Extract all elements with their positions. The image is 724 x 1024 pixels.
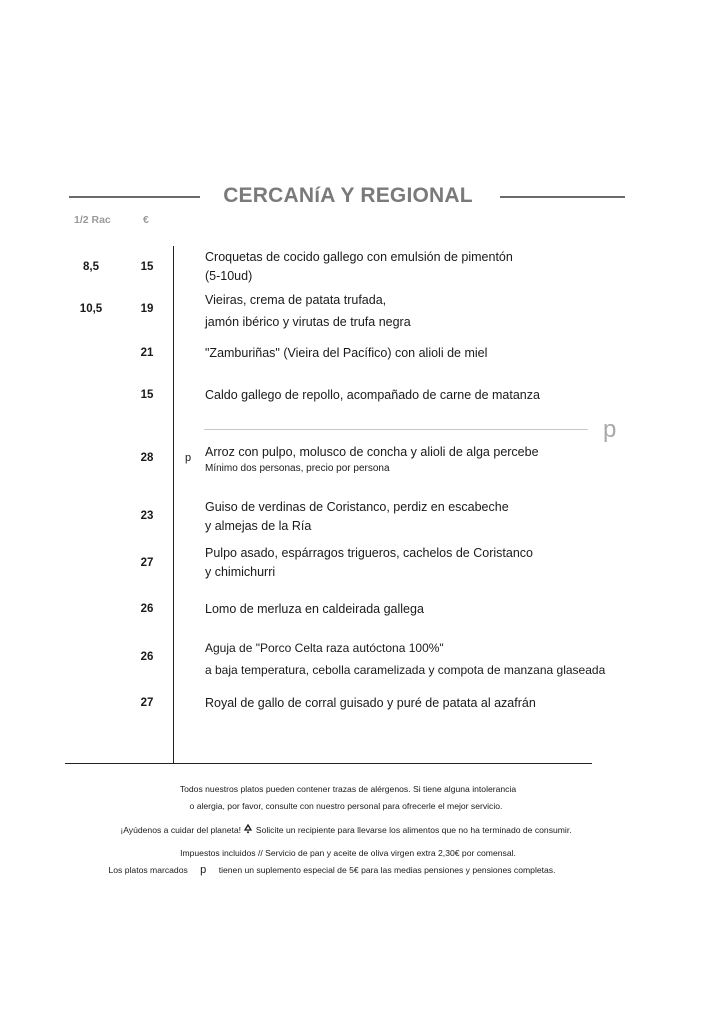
dish-detail: (5-10ud) — [205, 269, 253, 283]
planet-notice-end: Solicite un recipiente para llevarse los alimentos que no ha terminado de consumir. — [253, 825, 572, 835]
dish-price: 15 — [140, 261, 154, 273]
dish-name: Pulpo asado, espárragos trigueros, cachelos de Coristanco — [205, 546, 533, 560]
title-rule-left — [69, 196, 200, 198]
allergen-notice-cont: o alergia, por favor, consulte con nuestro personal para ofrecerle el mejor servicio. — [189, 801, 503, 811]
supplement-marker-large: p — [603, 416, 617, 443]
dish-description — [205, 694, 536, 713]
dish-price: 26 — [140, 603, 154, 615]
supplement-notice-marker: p — [200, 864, 207, 876]
dish-price: 26 — [140, 651, 154, 663]
dish-price: 27 — [140, 697, 154, 709]
dish-name: "Zamburiñas" (Vieira del Pacífico) con alioli de miel — [205, 346, 488, 360]
supplement-marker: p — [185, 452, 192, 464]
dish-price: 28 — [140, 452, 154, 464]
dish-description — [205, 344, 487, 363]
planet-notice — [0, 824, 708, 835]
dish-note: Mínimo dos personas, precio por persona — [205, 463, 390, 474]
price-header: € — [143, 214, 149, 226]
title-rule-right — [500, 196, 625, 198]
supplement-notice-start: Los platos marcados — [108, 865, 188, 875]
dish-description — [205, 639, 605, 680]
dish-half-price: 10,5 — [79, 303, 103, 315]
dish-detail: y almejas de la Ría — [205, 519, 312, 533]
dish-name: Caldo gallego de repollo, acompañado de carne de matanza — [205, 388, 540, 402]
planet-notice-start: ¡Ayúdenos a cuidar del planeta! — [120, 825, 244, 835]
dish-name: Croquetas de cocido gallego con emulsión de pimentón — [205, 250, 513, 264]
recycle-icon — [243, 824, 253, 834]
dish-detail: y chimichurri — [205, 565, 276, 579]
supplement-notice — [0, 864, 694, 876]
dish-half-price: 8,5 — [83, 261, 99, 273]
half-portion-header: 1/2 Rac — [74, 214, 111, 226]
dish-description — [205, 386, 540, 405]
dish-name: Guiso de verdinas de Coristanco, perdiz en escabeche — [205, 500, 509, 514]
dish-name: Aguja de "Porco Celta raza autóctona 100%" — [205, 641, 444, 655]
dish-description — [205, 544, 533, 582]
taxes-notice: Impuestos incluidos // Servicio de pan y aceite de oliva virgen extra 2,30€ por comensal. — [180, 848, 516, 858]
dish-description — [205, 291, 411, 332]
dish-price: 19 — [140, 303, 154, 315]
dish-price: 21 — [140, 347, 154, 359]
dish-description — [205, 248, 513, 286]
section-title: CERCANíA Y REGIONAL — [223, 184, 473, 207]
allergen-notice: Todos nuestros platos pueden contener trazas de alérgenos. Si tiene alguna intolerancia — [179, 784, 517, 794]
dish-detail: a baja temperatura, cebolla caramelizada y compota de manzana glaseada — [205, 663, 606, 677]
dish-price: 23 — [140, 510, 154, 522]
supplement-notice-end: tienen un suplemento especial de 5€ para las medias pensiones y pensiones completas. — [218, 865, 556, 875]
dish-description — [205, 498, 509, 536]
column-divider — [173, 246, 174, 764]
dish-price: 15 — [140, 389, 154, 401]
dish-name: Lomo de merluza en caldeirada gallega — [205, 602, 424, 616]
dish-name: Vieiras, crema de patata trufada, — [205, 293, 387, 307]
dish-detail: jamón ibérico y virutas de trufa negra — [205, 315, 411, 329]
dish-name: Royal de gallo de corral guisado y puré de patata al azafrán — [205, 696, 536, 710]
dish-description — [205, 443, 539, 475]
course-separator — [204, 429, 588, 430]
menu-bottom-rule — [65, 763, 592, 764]
dish-name: Arroz con pulpo, molusco de concha y alioli de alga percebe — [205, 445, 539, 459]
dish-price: 27 — [140, 557, 154, 569]
dish-description — [205, 600, 424, 619]
